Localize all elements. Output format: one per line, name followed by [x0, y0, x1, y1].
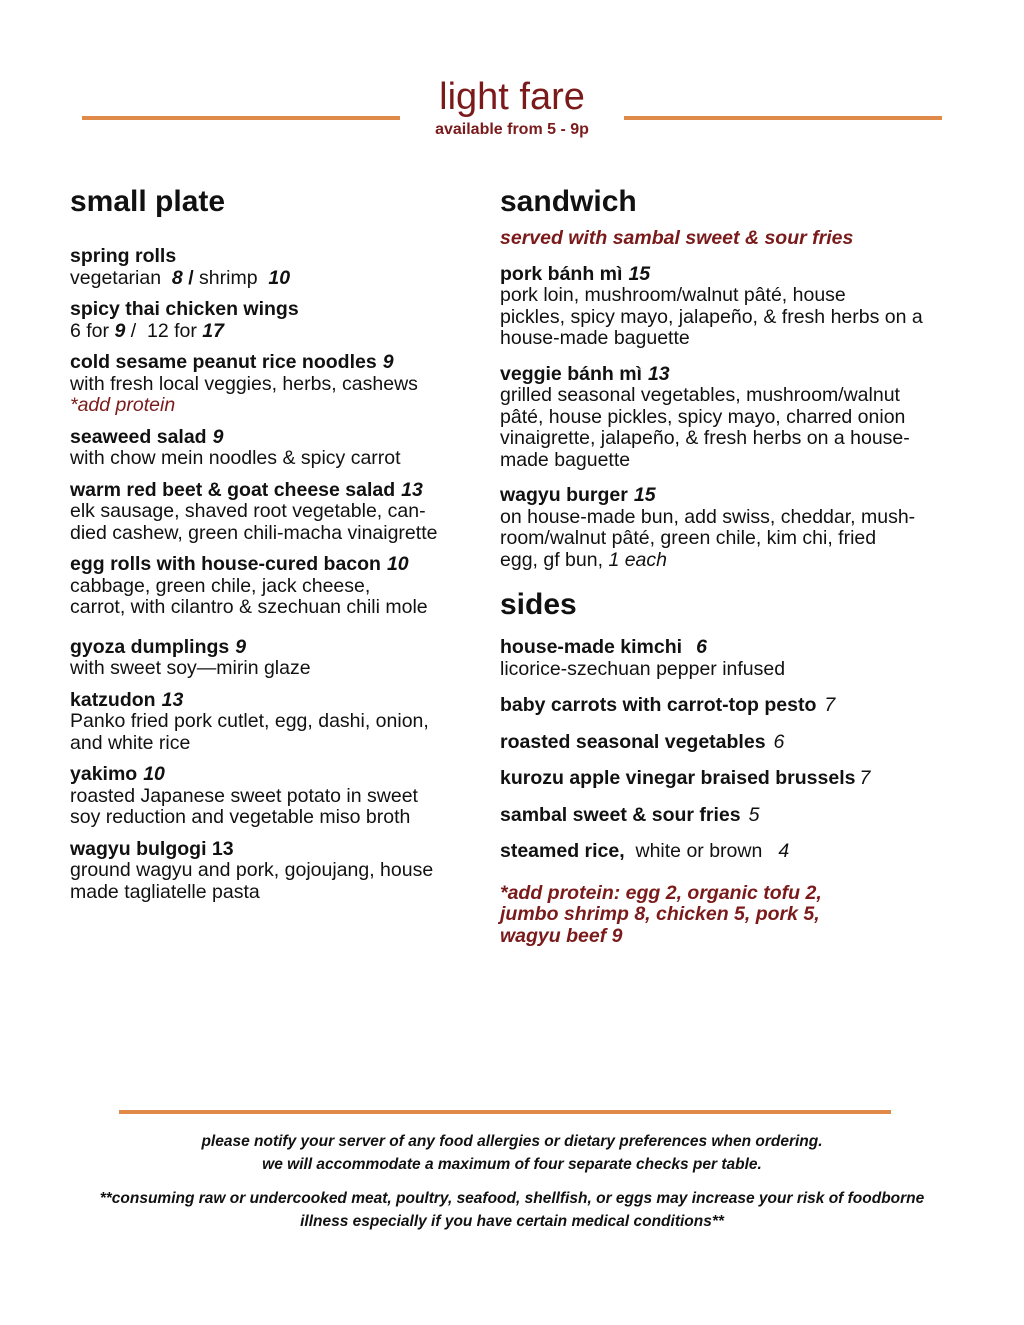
menu-item-katzudon: [70, 690, 490, 755]
item-price: 9: [382, 351, 394, 373]
item-desc: made tagliatelle pasta: [70, 880, 260, 903]
menu-title: light fare: [439, 76, 585, 118]
item-name: pork bánh mì: [500, 262, 623, 285]
item-name: gyoza dumplings: [70, 635, 230, 658]
item-desc: elk sausage, shaved root vegetable, can-: [70, 500, 426, 522]
menu-item-pork-banh-mi: [500, 264, 970, 350]
menu-item-yakimo: [70, 764, 490, 829]
item-desc: vegetarian 8 / shrimp 10: [70, 266, 291, 289]
item-name: wagyu burger: [500, 484, 628, 506]
item-name: veggie bánh mì: [500, 362, 642, 385]
sandwich-title: sandwich: [500, 185, 637, 218]
small-plate-title: small plate: [70, 185, 226, 218]
item-desc: soy reduction and vegetable miso broth: [70, 806, 411, 828]
side-item-brussels: kurozu apple vinegar braised brussels 7: [500, 767, 871, 789]
add-protein-note: *add protein: [70, 394, 176, 416]
side-item-fries: sambal sweet & sour fries 5: [500, 803, 760, 826]
add-protein-list: *add protein: egg 2, organic tofu 2, jumbo shrimp 8, chicken 5, pork 5, wagyu beef 9: [500, 881, 822, 947]
item-desc: pork loin, mushroom/walnut pâté, house: [500, 284, 846, 306]
item-price: 9: [235, 635, 247, 658]
item-desc: egg, gf bun, 1 each: [500, 548, 667, 571]
item-desc: with sweet soy—mirin glaze: [70, 657, 311, 679]
item-price: 13: [161, 688, 184, 711]
item-desc: with fresh local veggies, herbs, cashews: [70, 372, 418, 395]
item-price: 13: [401, 478, 423, 501]
item-name: wagyu bulgogi 13: [70, 837, 234, 860]
item-price: 15: [628, 262, 651, 285]
item-desc: 6 for 9 / 12 for 17: [70, 319, 224, 342]
small-plate-section: [70, 184, 490, 913]
item-desc: licorice-szechuan pepper infused: [500, 657, 786, 680]
item-name: yakimo: [70, 763, 138, 785]
sandwich-note: served with sambal sweet & sour fries: [500, 227, 854, 249]
menu-item-wagyu-burger: [500, 485, 970, 571]
item-desc: died cashew, green chili-macha vinaigrette: [70, 521, 438, 544]
menu-item-sesame-noodles: [70, 352, 490, 417]
item-desc: with chow mein noodles & spicy carrot: [70, 447, 401, 469]
sandwich-section: [500, 184, 970, 947]
sides-title: sides: [500, 588, 577, 621]
item-price: 13: [647, 362, 670, 385]
menu-item-egg-rolls: [70, 554, 490, 619]
menu-item-gyoza: [70, 637, 490, 680]
item-name: egg rolls with house-cured bacon: [70, 553, 381, 575]
menu-item-spring-rolls: [70, 246, 490, 289]
item-desc: room/walnut pâté, green chile, kim chi, fried: [500, 527, 877, 549]
item-desc: vinaigrette, jalapeño, & fresh herbs on a house-: [500, 427, 910, 449]
menu-item-beet-salad: [70, 480, 490, 545]
side-item-baby-carrots: baby carrots with carrot-top pesto 7: [500, 694, 836, 716]
menu-item-seaweed-salad: [70, 427, 490, 470]
item-name: katzudon: [70, 688, 156, 711]
item-name: cold sesame peanut rice noodles: [70, 351, 377, 373]
item-price: 6: [696, 636, 707, 658]
item-price: 10: [143, 763, 165, 785]
item-desc: house-made baguette: [500, 327, 690, 349]
item-desc: cabbage, green chile, jack cheese,: [70, 574, 371, 597]
footer-rule: [119, 1110, 891, 1114]
item-name: warm red beet & goat cheese salad: [70, 478, 396, 501]
footer-warning: **consuming raw or undercooked meat, poultry, seafood, shellfish, or eggs may increase your risk of foodborne illness especially if you have certain medical conditions**: [99, 1190, 925, 1230]
menu-item-wagyu-bulgogi: [70, 839, 490, 904]
item-price: 15: [633, 484, 656, 506]
item-desc: pickles, spicy mayo, jalapeño, & fresh herbs on a: [500, 305, 923, 328]
item-name: spicy thai chicken wings: [70, 298, 299, 320]
footer-notice: please notify your server of any food allergies or dietary preferences when ordering. we will accommodate a maximum of four separate checks per table.: [201, 1133, 823, 1173]
item-desc: pâté, house pickles, spicy mayo, charred onion: [500, 405, 906, 428]
item-desc: roasted Japanese sweet potato in sweet: [70, 784, 418, 807]
menu-availability: available from 5 - 9p: [435, 121, 589, 138]
menu-item-chicken-wings: [70, 299, 490, 342]
item-desc: grilled seasonal vegetables, mushroom/walnut: [500, 384, 900, 406]
item-desc: ground wagyu and pork, gojoujang, house: [70, 859, 434, 881]
item-desc: Panko fried pork cutlet, egg, dashi, onion,: [70, 710, 429, 732]
item-name: seaweed salad: [70, 425, 207, 448]
item-desc: and white rice: [70, 731, 191, 754]
item-name: spring rolls: [70, 245, 177, 267]
side-item-steamed-rice: steamed rice, white or brown 4: [500, 840, 790, 862]
item-desc: made baguette: [500, 448, 631, 471]
item-desc: on house-made bun, add swiss, cheddar, mush-: [500, 505, 916, 528]
side-item-kimchi: [500, 637, 970, 680]
side-item-roasted-vegetables: roasted seasonal vegetables 6: [500, 730, 785, 753]
item-price: 10: [386, 553, 409, 575]
menu-item-veggie-banh-mi: [500, 364, 970, 472]
item-price: 9: [212, 425, 224, 448]
item-name: house-made kimchi: [500, 636, 683, 658]
item-desc: carrot, with cilantro & szechuan chili mole: [70, 596, 428, 618]
